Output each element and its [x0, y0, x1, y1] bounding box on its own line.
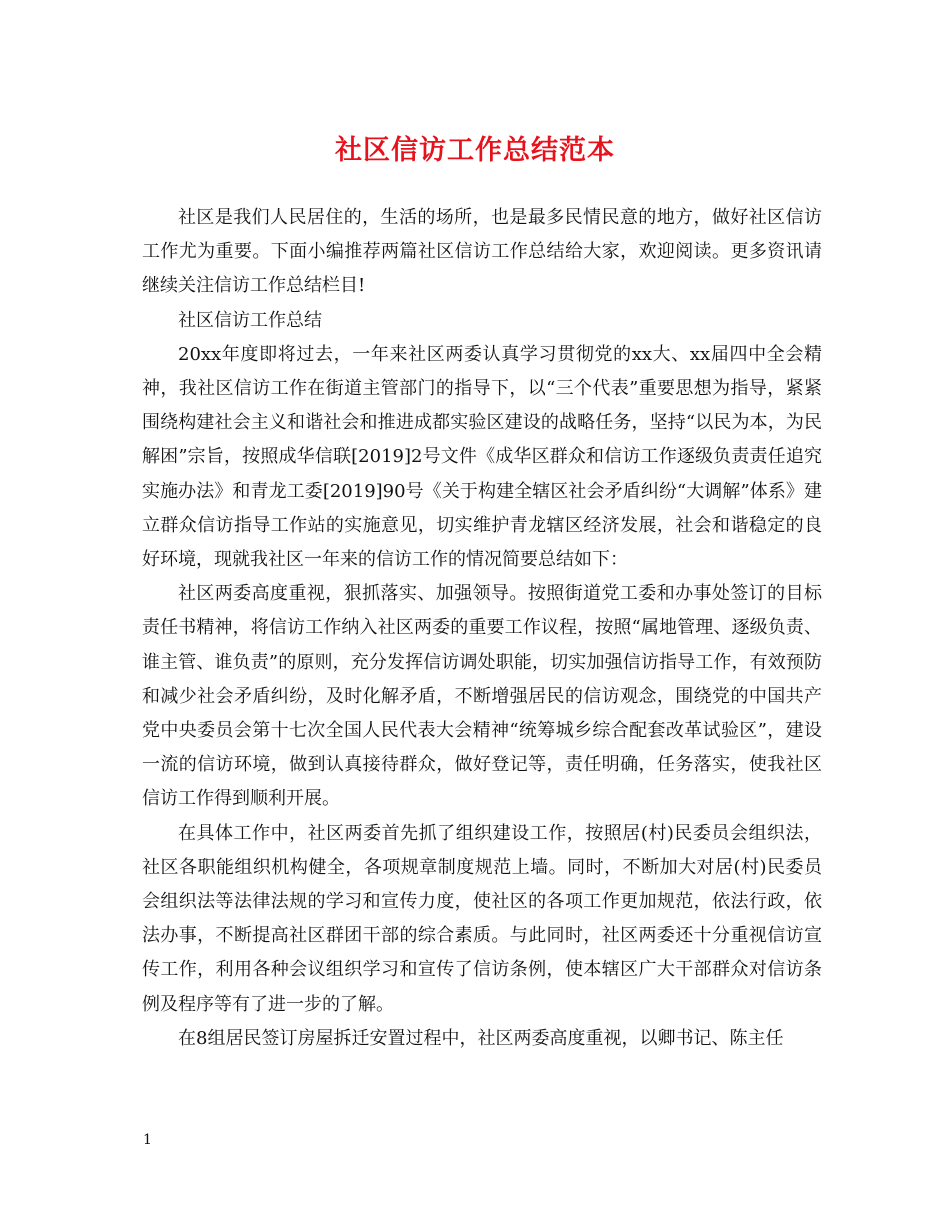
paragraph-overview: 20xx年度即将过去，一年来社区两委认真学习贯彻党的xx大、xx届四中全会精神，我社区信访工作在街道主管部门的指导下，以“三个代表”重要思想为指导，紧紧围绕构建社会主义和谐社会和推进成都实验区建设的战略任务，坚持“以民为本，为民解困”宗旨，按照成华信联[2019]2号文件《成华区群众和信访工作逐级负责责任追究实施办法》和青龙工委[2019]90号《关于构建全辖区社会矛盾纠纷“大调解”体系》建立群众信访指导工作站的实施意见，切实维护青龙辖区经济发展，社会和谐稳定的良好环境，现就我社区一年来的信访工作的情况简要总结如下： — [142, 343, 822, 571]
paragraph-subheading: 社区信访工作总结 — [178, 309, 322, 331]
document-body — [142, 201, 822, 1056]
paragraph-leadership: 社区两委高度重视，狠抓落实、加强领导。按照街道党工委和办事处签订的目标责任书精神，将信访工作纳入社区两委的重要工作议程，按照“属地管理、逐级负责、谁主管、谁负责”的原则，充分发挥信访调处职能，切实加强信访指导工作，有效预防和减少社会矛盾纠纷，及时化解矛盾，不断增强居民的信访观念，围绕党的中国共产党中央委员会第十七次全国人民代表大会精神“统筹城乡综合配套改革试验区”，建设一流的信访环境，做到认真接待群众，做好登记等，责任明确，任务落实，使我社区信访工作得到顺利开展。 — [142, 583, 822, 810]
document-title: 社区信访工作总结范本 — [335, 135, 615, 166]
paragraph-intro: 社区是我们人民居住的，生活的场所，也是最多民情民意的地方，做好社区信访工作尤为重要。下面小编推荐两篇社区信访工作总结给大家，欢迎阅读。更多资讯请继续关注信访工作总结栏目! — [142, 207, 822, 297]
page-number: 1 — [143, 1132, 152, 1148]
paragraph-relocation: 在8组居民签订房屋拆迁安置过程中，社区两委高度重视，以卿书记、陈主任 — [178, 1027, 784, 1049]
paragraph-organization: 在具体工作中，社区两委首先抓了组织建设工作，按照居(村)民委员会组织法，社区各职能组织机构健全，各项规章制度规范上墙。同时，不断加大对居(村)民委员会组织法等法律法规的学习和宣传力度，使社区的各项工作更加规范，依法行政，依法办事，不断提高社区群团干部的综合素质。与此同时，社区两委还十分重视信访宣传工作，利用各种会议组织学习和宣传了信访条例，使本辖区广大干部群众对信访条例及程序等有了进一步的了解。 — [142, 822, 822, 1015]
